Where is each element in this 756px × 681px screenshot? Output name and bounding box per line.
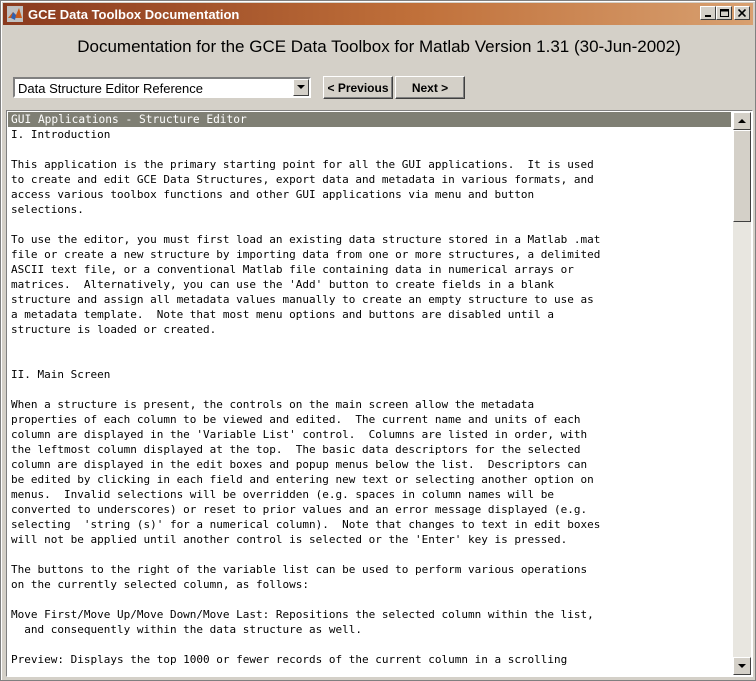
document-line: be edited by clicking in each field and entering new text or selecting another option on <box>11 473 594 486</box>
document-line: will not be applied until another control is selected or the 'Enter' key is pressed. <box>11 533 568 546</box>
topic-select-value: Data Structure Editor Reference <box>18 81 203 96</box>
arrow-down-icon <box>738 664 746 669</box>
arrow-up-icon <box>738 119 746 124</box>
document-line: ASCII text file, or a conventional Matlab file containing data in numerical arrays or <box>11 263 574 276</box>
document-line: structure and assign all metadata values manually to create an empty structure to use as <box>11 293 594 306</box>
page-title: Documentation for the GCE Data Toolbox for Matlab Version 1.31 (30-Jun-2002) <box>77 37 681 56</box>
document-line: the leftmost column displayed at the top. The basic data descriptors for the selected <box>11 443 581 456</box>
document-line: Preview: Displays the top 1000 or fewer records of the current column in a scrolling <box>11 653 568 666</box>
dropdown-button[interactable] <box>293 79 309 96</box>
document-line: This application is the primary starting point for all the GUI applications. It is used <box>11 158 594 171</box>
document-line: on the currently selected column, as follows: <box>11 578 310 591</box>
document-line: column are displayed in the 'Variable List' control. Columns are listed in order, with <box>11 428 588 441</box>
document-text <box>8 127 731 667</box>
previous-button[interactable]: < Previous <box>323 76 393 99</box>
document-line: II. Main Screen <box>11 368 111 381</box>
chevron-down-icon <box>297 85 305 90</box>
window-title: GCE Data Toolbox Documentation <box>28 6 240 22</box>
document-body[interactable] <box>8 127 731 675</box>
document-line: file or create a new structure by importing data from one or more structures, a delimited <box>11 248 601 261</box>
scroll-up-button[interactable] <box>733 112 751 130</box>
document-line: menus. Invalid selections will be overridden (e.g. spaces in column names will be <box>11 488 555 501</box>
document-line: matrices. Alternatively, you can use the 'Add' button to create fields in a blank <box>11 278 555 291</box>
document-line: and consequently within the data structure as well. <box>11 623 362 636</box>
document-line: access various toolbox functions and other GUI applications via menu and button <box>11 188 535 201</box>
document-line: When a structure is present, the controls on the main screen allow the metadata <box>11 398 535 411</box>
topic-select[interactable] <box>13 77 311 98</box>
scroll-down-button[interactable] <box>733 657 751 675</box>
document-line: a metadata template. Note that most menu options and buttons are disabled until a <box>11 308 555 321</box>
document-line: Move First/Move Up/Move Down/Move Last: Repositions the selected column within the list, <box>11 608 594 621</box>
document-line: properties of each column to be viewed and edited. The current name and units of each <box>11 413 581 426</box>
close-icon <box>738 9 746 17</box>
document-line: column are displayed in the edit boxes and popup menus below the list. Descriptors can <box>11 458 588 471</box>
vertical-scrollbar[interactable] <box>733 112 751 675</box>
minimize-icon <box>704 9 712 17</box>
document-line: selections. <box>11 203 84 216</box>
document-line: selecting 'string (s)' for a numerical column). Note that changes to text in edit boxes <box>11 518 601 531</box>
documentation-panel <box>6 110 753 677</box>
document-line: The buttons to the right of the variable list can be used to perform various operations <box>11 563 588 576</box>
maximize-icon <box>720 9 729 17</box>
document-line: structure is loaded or created. <box>11 323 217 336</box>
matlab-icon <box>7 6 23 22</box>
close-button[interactable] <box>734 6 750 20</box>
maximize-button[interactable] <box>716 6 732 20</box>
scroll-thumb[interactable] <box>733 130 751 222</box>
next-button[interactable]: Next > <box>395 76 465 99</box>
minimize-button[interactable] <box>700 6 716 20</box>
title-bar[interactable] <box>3 3 753 25</box>
document-header: GUI Applications - Structure Editor <box>8 112 731 127</box>
document-line: to create and edit GCE Data Structures, export data and metadata in various formats, and <box>11 173 594 186</box>
document-line: converted to underscores) or reset to prior values and an error message displayed (e.g. <box>11 503 588 516</box>
document-line: I. Introduction <box>11 128 111 141</box>
document-line: To use the editor, you must first load an existing data structure stored in a Matlab .mat <box>11 233 601 246</box>
